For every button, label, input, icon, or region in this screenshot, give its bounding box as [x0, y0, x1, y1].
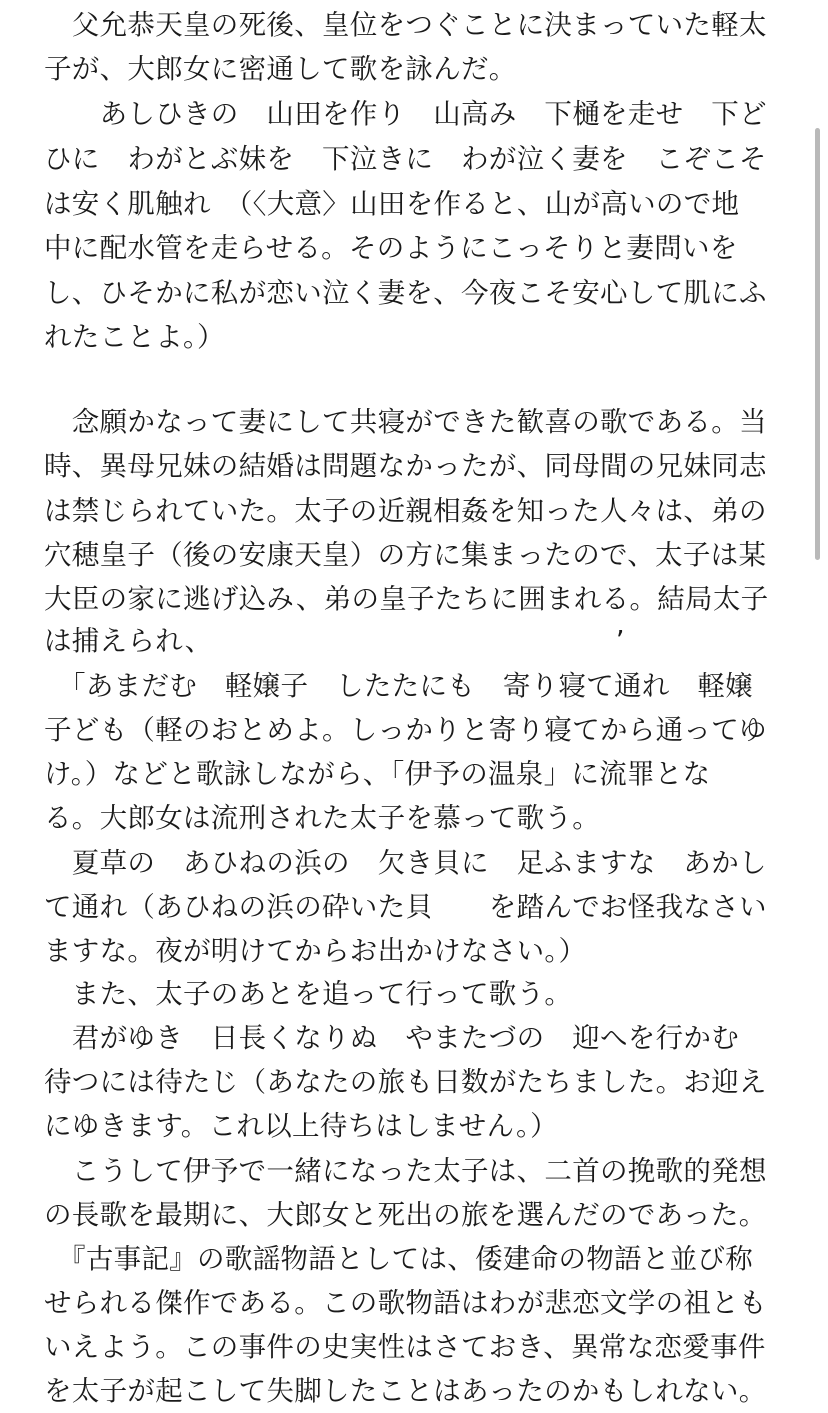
text-line: また、太子のあとを追って行って歌う。: [44, 978, 573, 1010]
text-line: こうして伊予で一緒になった太子は、二首の挽歌的発想: [44, 1155, 767, 1187]
text-line: 待つには待たじ（あなたの旅も日数がたちました。お迎え: [44, 1066, 767, 1098]
text-line: 大臣の家に逃げ込み、弟の皇子たちに囲まれる。結局太子: [44, 583, 769, 615]
text-line: 中に配水管を走らせる。そのようにこっそりと妻問いを: [44, 232, 738, 264]
text-line: け。）などと歌詠しながら、「伊予の温泉」に流罪とな: [44, 758, 711, 790]
text-line: 『古事記』の歌謡物語としては、倭建命の物語と並び称: [44, 1243, 754, 1275]
text-line: いえよう。この事件の史実性はさておき、異常な恋愛事件: [44, 1331, 766, 1363]
text-line: て通れ（あひねの浜の砕いた貝 を踏んでお怪我なさい: [44, 891, 767, 923]
text-line: 時、異母兄妹の結婚は問題なかったが、同母間の兄妹同志: [44, 450, 767, 482]
text-line: 君がゆき 日長くなりぬ やまたづの 迎へを行かむ: [44, 1022, 739, 1054]
text-line: せられる傑作である。この歌物語はわが悲恋文学の祖とも: [44, 1287, 767, 1319]
text-line: は禁じられていた。太子の近親相姦を知った人々は、弟の: [44, 495, 767, 527]
text-line: を太子が起こして失脚したことはあったのかもしれない。: [44, 1375, 767, 1407]
text-line: あしひきの 山田を作り 山高み 下樋を走せ 下ど: [44, 98, 767, 130]
text-line: 父允恭天皇の死後、皇位をつぐことに決まっていた軽太: [44, 9, 767, 41]
text-line: 子ども（軽のおとめよ。しっかりと寄り寝てから通ってゆ: [44, 714, 767, 746]
text-line: の長歌を最期に、大郎女と死出の旅を選んだのであった。: [44, 1199, 767, 1231]
text-line: は安く肌触れ （〈大意〉山田を作ると、山が高いので地: [44, 188, 740, 220]
text-line: にゆきます。これ以上待ちはしません。）: [44, 1110, 558, 1142]
text-line: る。大郎女は流刑された太子を慕って歌う。: [44, 802, 600, 834]
text-line: し、ひそかに私が恋い泣く妻を、今夜こそ安心して肌にふ: [44, 277, 767, 309]
text-line: 穴穂皇子（後の安康天皇）の方に集まったので、太子は某: [44, 539, 767, 571]
text-line: ひに わがとぶ妹を 下泣きに わが泣く妻を こぞこそ: [44, 143, 767, 175]
text-line: れたことよ。）: [44, 321, 225, 353]
scrollbar-thumb[interactable]: [815, 128, 820, 560]
text-line: ますな。夜が明けてからお出かけなさい。）: [44, 935, 587, 967]
text-line: 「あまだむ 軽嬢子 したたにも 寄り寝て通れ 軽嬢: [44, 670, 754, 702]
text-line: は捕えられ、 ’: [44, 625, 625, 657]
text-line: 夏草の あひねの浜の 欠き貝に 足ふますな あかし: [44, 847, 767, 879]
text-line: 子が、大郎女に密通して歌を詠んだ。: [44, 53, 517, 85]
text-line: 念願かなって妻にして共寝ができた歓喜の歌である。当: [44, 406, 767, 438]
